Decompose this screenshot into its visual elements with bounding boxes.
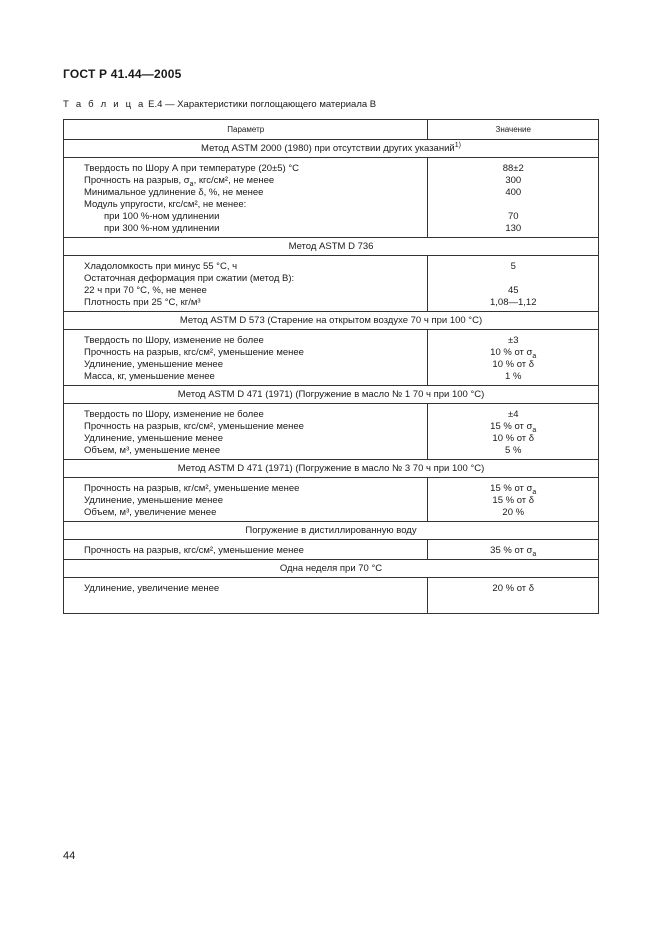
value-line bbox=[428, 421, 598, 433]
param-line bbox=[64, 495, 427, 507]
param-line bbox=[64, 223, 427, 235]
value-text: 45 bbox=[507, 285, 519, 296]
param-line bbox=[64, 297, 427, 309]
characteristics-table bbox=[63, 119, 599, 614]
value-text: 20 % от δ bbox=[492, 583, 535, 594]
param-line bbox=[64, 261, 427, 273]
value-cell bbox=[428, 256, 599, 312]
param-text: Остаточная деформация при сжатии (метод В): bbox=[84, 273, 295, 284]
param-line bbox=[64, 163, 427, 175]
section-title-text: Метод ASTM D 736 bbox=[288, 240, 374, 252]
value-line bbox=[428, 285, 598, 297]
param-line bbox=[64, 187, 427, 199]
page-number: 44 bbox=[63, 850, 76, 862]
section-title-text: Метод ASTM D 471 (1971) (Погружение в масло № 3 70 ч при 100 °С) bbox=[177, 462, 485, 474]
value-cell bbox=[428, 540, 599, 560]
param-cell bbox=[64, 578, 428, 614]
table-caption-text: Е.4 — Характеристики поглощающего материала В bbox=[145, 99, 377, 110]
section-body-row bbox=[64, 256, 599, 312]
column-header-value: Значение bbox=[428, 120, 599, 140]
param-cell bbox=[64, 478, 428, 522]
section-title-text: Одна неделя при 70 °С bbox=[279, 562, 383, 574]
param-text-tail: , кгс/см², не менее bbox=[193, 175, 275, 186]
table-header-row bbox=[64, 120, 599, 140]
param-text: Прочность на разрыв, кгс/см², уменьшение менее bbox=[84, 545, 304, 556]
column-header-param: Параметр bbox=[64, 120, 428, 140]
section-title bbox=[64, 140, 599, 158]
value-line bbox=[428, 273, 598, 285]
value-text: 1 % bbox=[505, 371, 522, 382]
footnote-marker: 1) bbox=[454, 141, 461, 149]
param-text: Удлинение, уменьшение менее bbox=[84, 495, 223, 506]
table-caption bbox=[63, 99, 376, 110]
param-line bbox=[64, 583, 427, 595]
param-line bbox=[64, 347, 427, 359]
value-line bbox=[428, 433, 598, 445]
param-line bbox=[64, 273, 427, 285]
param-cell bbox=[64, 330, 428, 386]
section-title bbox=[64, 312, 599, 330]
value-subscript: а bbox=[532, 550, 537, 558]
param-text: Удлинение, уменьшение менее bbox=[84, 433, 223, 444]
param-text: Модуль упругости, кгс/см², не менее: bbox=[84, 199, 247, 210]
param-text: Твердость по Шору, изменение не более bbox=[84, 335, 264, 346]
value-line bbox=[428, 261, 598, 273]
section-title bbox=[64, 460, 599, 478]
value-subscript: а bbox=[532, 352, 537, 360]
value-line bbox=[428, 445, 598, 457]
param-line bbox=[64, 359, 427, 371]
section-body-row bbox=[64, 478, 599, 522]
section-title bbox=[64, 386, 599, 404]
value-text: 10 % от δ bbox=[492, 359, 535, 370]
param-subscript: а bbox=[189, 180, 194, 188]
value-cell bbox=[428, 404, 599, 460]
value-line bbox=[428, 211, 598, 223]
param-line bbox=[64, 421, 427, 433]
value-text: 15 % от δ bbox=[492, 495, 535, 506]
param-line bbox=[64, 285, 427, 297]
section-header-row bbox=[64, 560, 599, 578]
value-text: 1,08—1,12 bbox=[490, 297, 537, 308]
section-header-row bbox=[64, 140, 599, 158]
section-header-row bbox=[64, 460, 599, 478]
value-cell bbox=[428, 478, 599, 522]
param-text: Прочность на разрыв, σ bbox=[84, 175, 190, 186]
value-subscript: а bbox=[532, 488, 537, 496]
section-title bbox=[64, 560, 599, 578]
value-line bbox=[428, 495, 598, 507]
param-text: Хладоломкость при минус 55 °С, ч bbox=[84, 261, 238, 272]
param-text: Твердость по Шору А при температуре (20±5) °С bbox=[84, 163, 300, 174]
value-line bbox=[428, 359, 598, 371]
document-code: ГОСТ Р 41.44—2005 bbox=[63, 67, 182, 81]
param-line bbox=[64, 507, 427, 519]
value-line bbox=[428, 223, 598, 235]
section-title-text: Метод ASTM D 573 (Старение на открытом воздухе 70 ч при 100 °С) bbox=[179, 314, 483, 326]
value-line bbox=[428, 507, 598, 519]
value-text: ±4 bbox=[507, 409, 519, 420]
value-line bbox=[428, 347, 598, 359]
param-line bbox=[64, 409, 427, 421]
param-text: при 100 %-ном удлинении bbox=[104, 211, 220, 222]
section-body-row bbox=[64, 158, 599, 238]
value-text: 20 % bbox=[502, 507, 525, 518]
param-text: при 300 %-ном удлинении bbox=[104, 223, 220, 234]
param-text: Прочность на разрыв, кг/см², уменьшение менее bbox=[84, 483, 300, 494]
value-text: ±3 bbox=[507, 335, 519, 346]
value-line bbox=[428, 545, 598, 557]
param-text: Прочность на разрыв, кгс/см², уменьшение менее bbox=[84, 347, 304, 358]
section-title bbox=[64, 522, 599, 540]
value-subscript: а bbox=[532, 426, 537, 434]
value-line bbox=[428, 199, 598, 211]
value-text: 15 % от σ bbox=[490, 483, 533, 494]
param-line bbox=[64, 433, 427, 445]
value-text: 5 bbox=[510, 261, 516, 272]
value-line bbox=[428, 409, 598, 421]
section-title-text: Метод ASTM 2000 (1980) при отсутствии других указаний bbox=[201, 142, 455, 154]
value-line bbox=[428, 187, 598, 199]
section-body-row bbox=[64, 578, 599, 614]
param-text: Минимальное удлинение δ, %, не менее bbox=[84, 187, 264, 198]
param-line bbox=[64, 199, 427, 211]
param-cell bbox=[64, 404, 428, 460]
value-line bbox=[428, 483, 598, 495]
param-text: Твердость по Шору, изменение не более bbox=[84, 409, 264, 420]
value-text: 10 % от σ bbox=[490, 347, 533, 358]
param-cell bbox=[64, 540, 428, 560]
param-line bbox=[64, 483, 427, 495]
param-line bbox=[64, 211, 427, 223]
table-body bbox=[64, 140, 599, 614]
param-text: Удлинение, увеличение менее bbox=[84, 583, 220, 594]
section-header-row bbox=[64, 386, 599, 404]
value-cell bbox=[428, 158, 599, 238]
value-line bbox=[428, 583, 598, 595]
section-header-row bbox=[64, 522, 599, 540]
section-title bbox=[64, 238, 599, 256]
param-text: Удлинение, уменьшение менее bbox=[84, 359, 223, 370]
value-line bbox=[428, 175, 598, 187]
value-text: 10 % от δ bbox=[492, 433, 535, 444]
value-line bbox=[428, 163, 598, 175]
section-body-row bbox=[64, 540, 599, 560]
value-text: 400 bbox=[505, 187, 522, 198]
section-title-text: Метод ASTM D 471 (1971) (Погружение в масло № 1 70 ч при 100 °С) bbox=[177, 388, 485, 400]
value-text: 88±2 bbox=[502, 163, 524, 174]
value-line bbox=[428, 297, 598, 309]
section-header-row bbox=[64, 238, 599, 256]
param-text: 22 ч при 70 °С, %, не менее bbox=[84, 285, 207, 296]
value-text: 300 bbox=[505, 175, 522, 186]
value-line bbox=[428, 335, 598, 347]
param-text: Прочность на разрыв, кгс/см², уменьшение менее bbox=[84, 421, 304, 432]
param-text: Объем, м³, уменьшение менее bbox=[84, 445, 221, 456]
param-line bbox=[64, 445, 427, 457]
section-header-row bbox=[64, 312, 599, 330]
value-cell bbox=[428, 578, 599, 614]
value-text: 35 % от σ bbox=[490, 545, 533, 556]
value-text: 5 % bbox=[505, 445, 522, 456]
value-text: 130 bbox=[505, 223, 522, 234]
param-line bbox=[64, 545, 427, 557]
section-title-text: Погружение в дистиллированную воду bbox=[245, 524, 417, 536]
value-text: 15 % от σ bbox=[490, 421, 533, 432]
value-cell bbox=[428, 330, 599, 386]
value-line bbox=[428, 371, 598, 383]
param-cell bbox=[64, 158, 428, 238]
param-line bbox=[64, 335, 427, 347]
section-body-row bbox=[64, 330, 599, 386]
param-text: Масса, кг, уменьшение менее bbox=[84, 371, 215, 382]
param-text: Объем, м³, увеличение менее bbox=[84, 507, 217, 518]
param-line bbox=[64, 175, 427, 187]
value-text: 70 bbox=[507, 211, 519, 222]
param-text: Плотность при 25 °С, кг/м³ bbox=[84, 297, 201, 308]
section-body-row bbox=[64, 404, 599, 460]
table-caption-prefix: Т а б л и ц а bbox=[63, 99, 146, 110]
param-line bbox=[64, 371, 427, 383]
param-cell bbox=[64, 256, 428, 312]
